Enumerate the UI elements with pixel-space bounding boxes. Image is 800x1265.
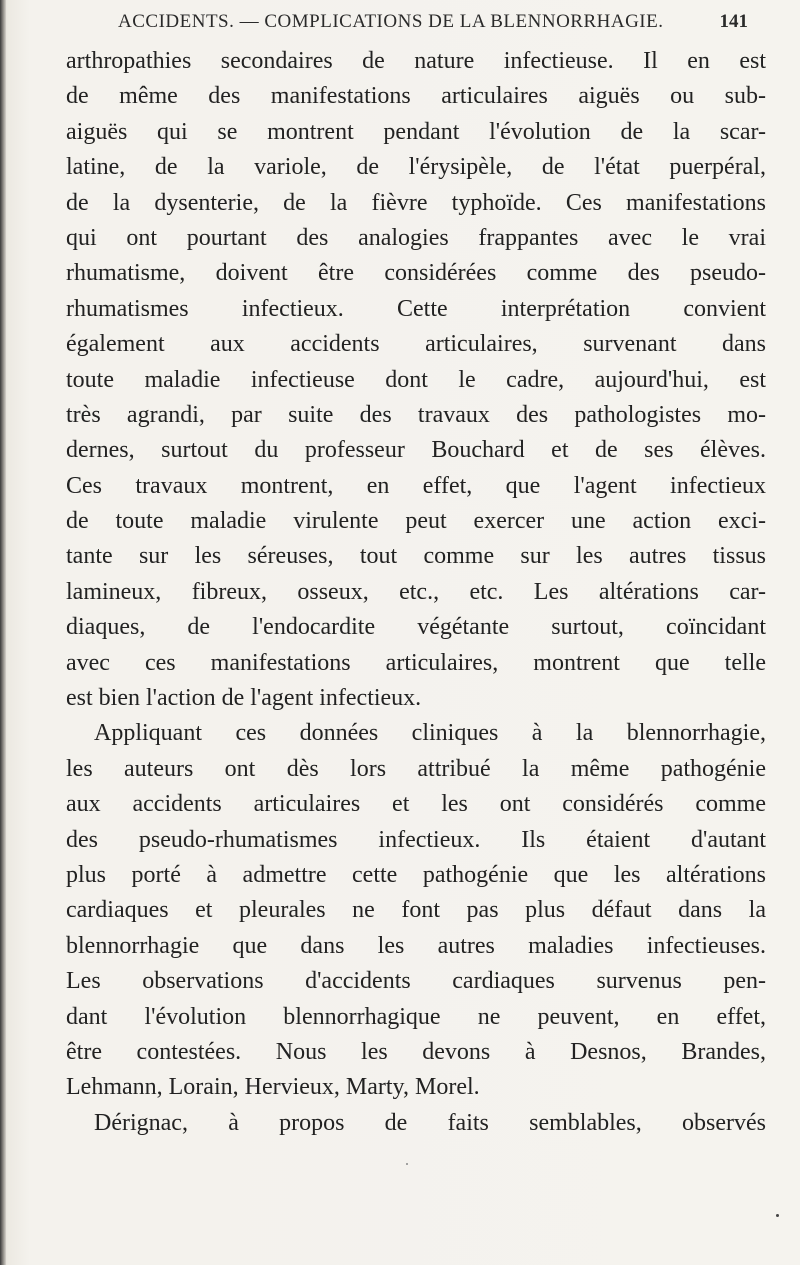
body-text bbox=[66, 44, 766, 1141]
text-line: est bien l'action de l'agent infectieux. bbox=[66, 685, 422, 712]
text-line: Dérignac, à propos de faits semblables, observés bbox=[94, 1109, 766, 1136]
running-head-title: ACCIDENTS. — COMPLICATIONS DE LA BLENNORRHAGIE. bbox=[118, 11, 664, 32]
text-line: Appliquant ces données cliniques à la blennorrhagie, bbox=[94, 720, 766, 747]
text-line: les auteurs ont dès lors attribué la même pathogénie bbox=[66, 755, 766, 782]
text-line: tante sur les séreuses, tout comme sur les autres tissus bbox=[66, 543, 766, 570]
text-line: cardiaques et pleurales ne font pas plus défaut dans la bbox=[66, 897, 766, 924]
text-line: être contestées. Nous les devons à Desnos, Brandes, bbox=[66, 1038, 766, 1065]
text-line: des pseudo-rhumatismes infectieux. Ils étaient d'autant bbox=[66, 826, 766, 853]
text-line: latine, de la variole, de l'érysipèle, de l'état puerpéral, bbox=[66, 154, 766, 181]
text-line: aiguës qui se montrent pendant l'évolution de la scar- bbox=[66, 118, 766, 145]
text-line: diaques, de l'endocardite végétante surtout, coïncidant bbox=[66, 614, 766, 641]
text-line: arthropathies secondaires de nature infectieuse. Il en est bbox=[66, 48, 766, 74]
text-line: très agrandi, par suite des travaux des pathologistes mo- bbox=[66, 401, 766, 428]
running-head bbox=[118, 6, 748, 38]
paper-speck bbox=[776, 1214, 779, 1217]
text-line: blennorrhagie que dans les autres maladies infectieuses. bbox=[66, 932, 766, 959]
text-line: dant l'évolution blennorrhagique ne peuvent, en effet, bbox=[66, 1003, 766, 1030]
text-line: de même des manifestations articulaires aiguës ou sub- bbox=[66, 83, 766, 110]
text-line: toute maladie infectieuse dont le cadre, aujourd'hui, est bbox=[66, 366, 766, 393]
text-line: rhumatismes infectieux. Cette interprétation convient bbox=[66, 295, 766, 322]
text-line: avec ces manifestations articulaires, montrent que telle bbox=[66, 649, 766, 676]
text-line: lamineux, fibreux, osseux, etc., etc. Les altérations car- bbox=[66, 578, 766, 605]
text-line: de la dysenterie, de la fièvre typhoïde. Ces manifestations bbox=[66, 189, 766, 216]
page-number: 141 bbox=[719, 11, 748, 32]
text-line: dernes, surtout du professeur Bouchard et de ses élèves. bbox=[66, 437, 766, 464]
text-line: Les observations d'accidents cardiaques survenus pen- bbox=[66, 968, 766, 995]
page-binding-edge bbox=[0, 0, 6, 1265]
text-line: de toute maladie virulente peut exercer une action exci- bbox=[66, 508, 766, 535]
text-line: plus porté à admettre cette pathogénie que les altérations bbox=[66, 861, 766, 888]
paper-speck bbox=[406, 1163, 408, 1165]
text-line: également aux accidents articulaires, survenant dans bbox=[66, 331, 766, 358]
text-line: Lehmann, Lorain, Hervieux, Marty, Morel. bbox=[66, 1074, 480, 1101]
text-line: rhumatisme, doivent être considérées comme des pseudo- bbox=[66, 260, 766, 287]
text-line: qui ont pourtant des analogies frappantes avec le vrai bbox=[66, 224, 766, 251]
text-line: aux accidents articulaires et les ont considérés comme bbox=[66, 791, 766, 818]
text-line: Ces travaux montrent, en effet, que l'agent infectieux bbox=[66, 472, 766, 499]
